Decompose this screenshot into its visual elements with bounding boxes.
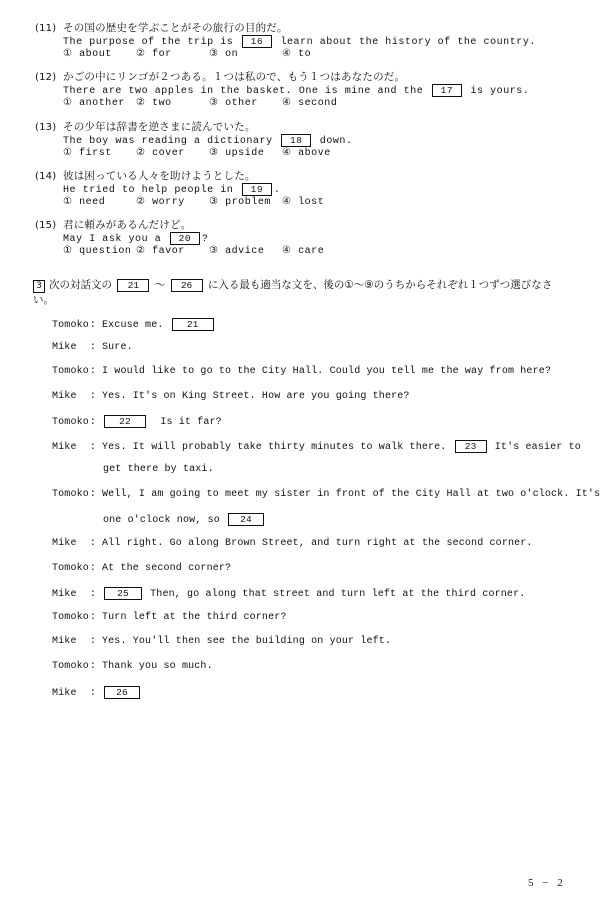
question-13 <box>35 121 355 160</box>
colon: : <box>89 538 97 549</box>
colon: : <box>89 442 97 454</box>
answer-blank[interactable]: 16 <box>242 35 272 48</box>
question-11 <box>35 22 536 61</box>
option: ③ other <box>209 98 258 110</box>
option: ① about <box>63 49 112 61</box>
question-japanese: 彼は困っている人々を助けようとした。 <box>63 170 256 182</box>
colon: : <box>89 417 97 429</box>
page-number: 5 − 2 <box>528 877 566 889</box>
answer-blank[interactable]: 19 <box>242 183 272 196</box>
answer-blank[interactable]: 24 <box>228 513 264 526</box>
question-japanese: かごの中にリンゴが２つある。１つは私ので、もう１つはあなたのだ。 <box>63 71 406 83</box>
colon: : <box>89 612 97 623</box>
option: ① need <box>63 197 106 209</box>
question-japanese: その国の歴史を学ぶことがその旅行の目的だ。 <box>63 22 288 34</box>
instruction-text: に入る最も適当な文を、後の①〜⑨のうちからそれぞれ１つずつ選びなさ <box>207 279 553 291</box>
line-text: Yes. You'll then see the building on your left. <box>102 636 392 647</box>
colon: : <box>89 489 97 500</box>
question-english: . <box>273 185 281 197</box>
option: ③ problem <box>209 197 271 209</box>
colon: : <box>89 688 97 700</box>
line-text: At the second corner? <box>102 563 232 574</box>
dialogue-line <box>52 440 581 454</box>
dialogue-line <box>52 489 600 501</box>
dialogue-line <box>52 563 231 575</box>
dialogue-line <box>52 415 222 429</box>
question-english: The boy was reading a dictionary <box>63 136 273 148</box>
question-number: (15) <box>35 220 57 231</box>
dialogue-line <box>52 318 216 332</box>
line-text: Sure. <box>102 342 133 353</box>
dialogue-continuation: get there by taxi. <box>103 464 214 475</box>
option: ② worry <box>136 197 185 209</box>
question-english: The purpose of the trip is <box>63 37 234 49</box>
dialogue-line <box>52 636 391 648</box>
answer-blank[interactable]: 18 <box>281 134 311 147</box>
line-text: Turn left at the third corner? <box>102 612 287 623</box>
question-english: ? <box>201 234 209 246</box>
speaker: Tomoko <box>52 320 89 332</box>
question-english: He tried to help people in <box>63 185 234 197</box>
question-number: (11) <box>35 23 57 34</box>
option: ③ advice <box>209 246 265 258</box>
speaker: Tomoko <box>52 489 89 500</box>
answer-blank[interactable]: 22 <box>104 415 146 428</box>
speaker: Mike <box>52 442 77 454</box>
answer-blank[interactable]: 21 <box>172 318 214 331</box>
section-3-instructions <box>33 278 563 307</box>
question-english: is yours. <box>470 86 530 98</box>
question-number: (12) <box>35 72 57 83</box>
question-english: May I ask you a <box>63 234 162 246</box>
colon: : <box>89 589 97 601</box>
answer-blank: 26 <box>171 279 203 292</box>
answer-blank[interactable]: 25 <box>104 587 142 600</box>
dialogue-line <box>52 391 410 403</box>
speaker: Tomoko <box>52 417 89 429</box>
question-english: There are two apples in the basket. One is mine and the <box>63 86 424 98</box>
line-text: Yes. It's on King Street. How are you going there? <box>102 391 410 402</box>
dialogue-line <box>52 612 287 624</box>
question-english: down. <box>319 136 353 148</box>
option: ② favor <box>136 246 185 258</box>
option: ④ above <box>282 148 331 160</box>
speaker: Mike <box>52 636 77 647</box>
option: ④ care <box>282 246 325 258</box>
option: ③ upside <box>209 148 265 160</box>
answer-blank[interactable]: 26 <box>104 686 140 699</box>
dialogue-line <box>52 342 133 354</box>
line-text: I would like to go to the City Hall. Could you tell me the way from here? <box>102 366 552 377</box>
line-text: Then, go along that street and turn left at the third corner. <box>150 589 526 601</box>
option: ④ second <box>282 98 338 110</box>
line-text: All right. Go along Brown Street, and turn right at the second corner. <box>102 538 533 549</box>
question-12 <box>35 71 529 110</box>
colon: : <box>89 366 97 377</box>
colon: : <box>89 636 97 647</box>
speaker: Mike <box>52 589 77 601</box>
option: ② cover <box>136 148 185 160</box>
speaker: Mike <box>52 391 77 402</box>
option: ① first <box>63 148 112 160</box>
question-number: (13) <box>35 122 57 133</box>
speaker: Mike <box>52 342 77 353</box>
option: ② for <box>136 49 172 61</box>
speaker: Tomoko <box>52 661 89 672</box>
instruction-text: い。 <box>33 294 54 306</box>
option: ① another <box>63 98 125 110</box>
dialogue-line <box>52 587 525 601</box>
question-english: learn about the history of the country. <box>280 37 536 49</box>
dialogue-line <box>52 686 142 700</box>
dialogue-line <box>52 538 533 550</box>
answer-blank[interactable]: 20 <box>170 232 200 245</box>
colon: : <box>89 320 97 332</box>
dialogue-line <box>52 661 213 673</box>
question-number: (14) <box>35 171 57 182</box>
line-text: It's easier to <box>494 442 581 454</box>
dialogue-line <box>52 366 551 378</box>
section-number: 3 <box>33 280 45 293</box>
tilde: 〜 <box>154 279 166 291</box>
speaker: Mike <box>52 688 77 700</box>
question-japanese: その少年は辞書を逆さまに読んでいた。 <box>63 121 256 133</box>
option: ④ to <box>282 49 312 61</box>
line-text: Thank you so much. <box>102 661 213 672</box>
instruction-text: 次の対話文の <box>49 279 112 291</box>
speaker: Tomoko <box>52 366 89 377</box>
speaker: Tomoko <box>52 612 89 623</box>
question-15 <box>35 219 355 258</box>
question-japanese: 君に頼みがあるんだけど。 <box>63 219 192 231</box>
colon: : <box>89 391 97 402</box>
option: ② two <box>136 98 172 110</box>
line-text: Is it far? <box>160 417 222 429</box>
speaker: Tomoko <box>52 563 89 574</box>
line-text: Well, I am going to meet my sister in front of the City Hall at two o'clock. It's <box>102 489 600 500</box>
colon: : <box>89 661 97 672</box>
speaker: Mike <box>52 538 77 549</box>
answer-blank[interactable]: 17 <box>432 84 462 97</box>
colon: : <box>89 342 97 353</box>
line-text: Excuse me. <box>102 320 164 332</box>
colon: : <box>89 563 97 574</box>
option: ④ lost <box>282 197 325 209</box>
option: ③ on <box>209 49 239 61</box>
question-14 <box>35 170 355 209</box>
option: ① question <box>63 246 132 258</box>
answer-blank[interactable]: 23 <box>455 440 487 453</box>
line-text: Yes. It will probably take thirty minutes to walk there. <box>102 442 447 454</box>
line-text: one o'clock now, so <box>103 515 220 527</box>
dialogue-continuation <box>103 513 266 527</box>
answer-blank: 21 <box>117 279 149 292</box>
